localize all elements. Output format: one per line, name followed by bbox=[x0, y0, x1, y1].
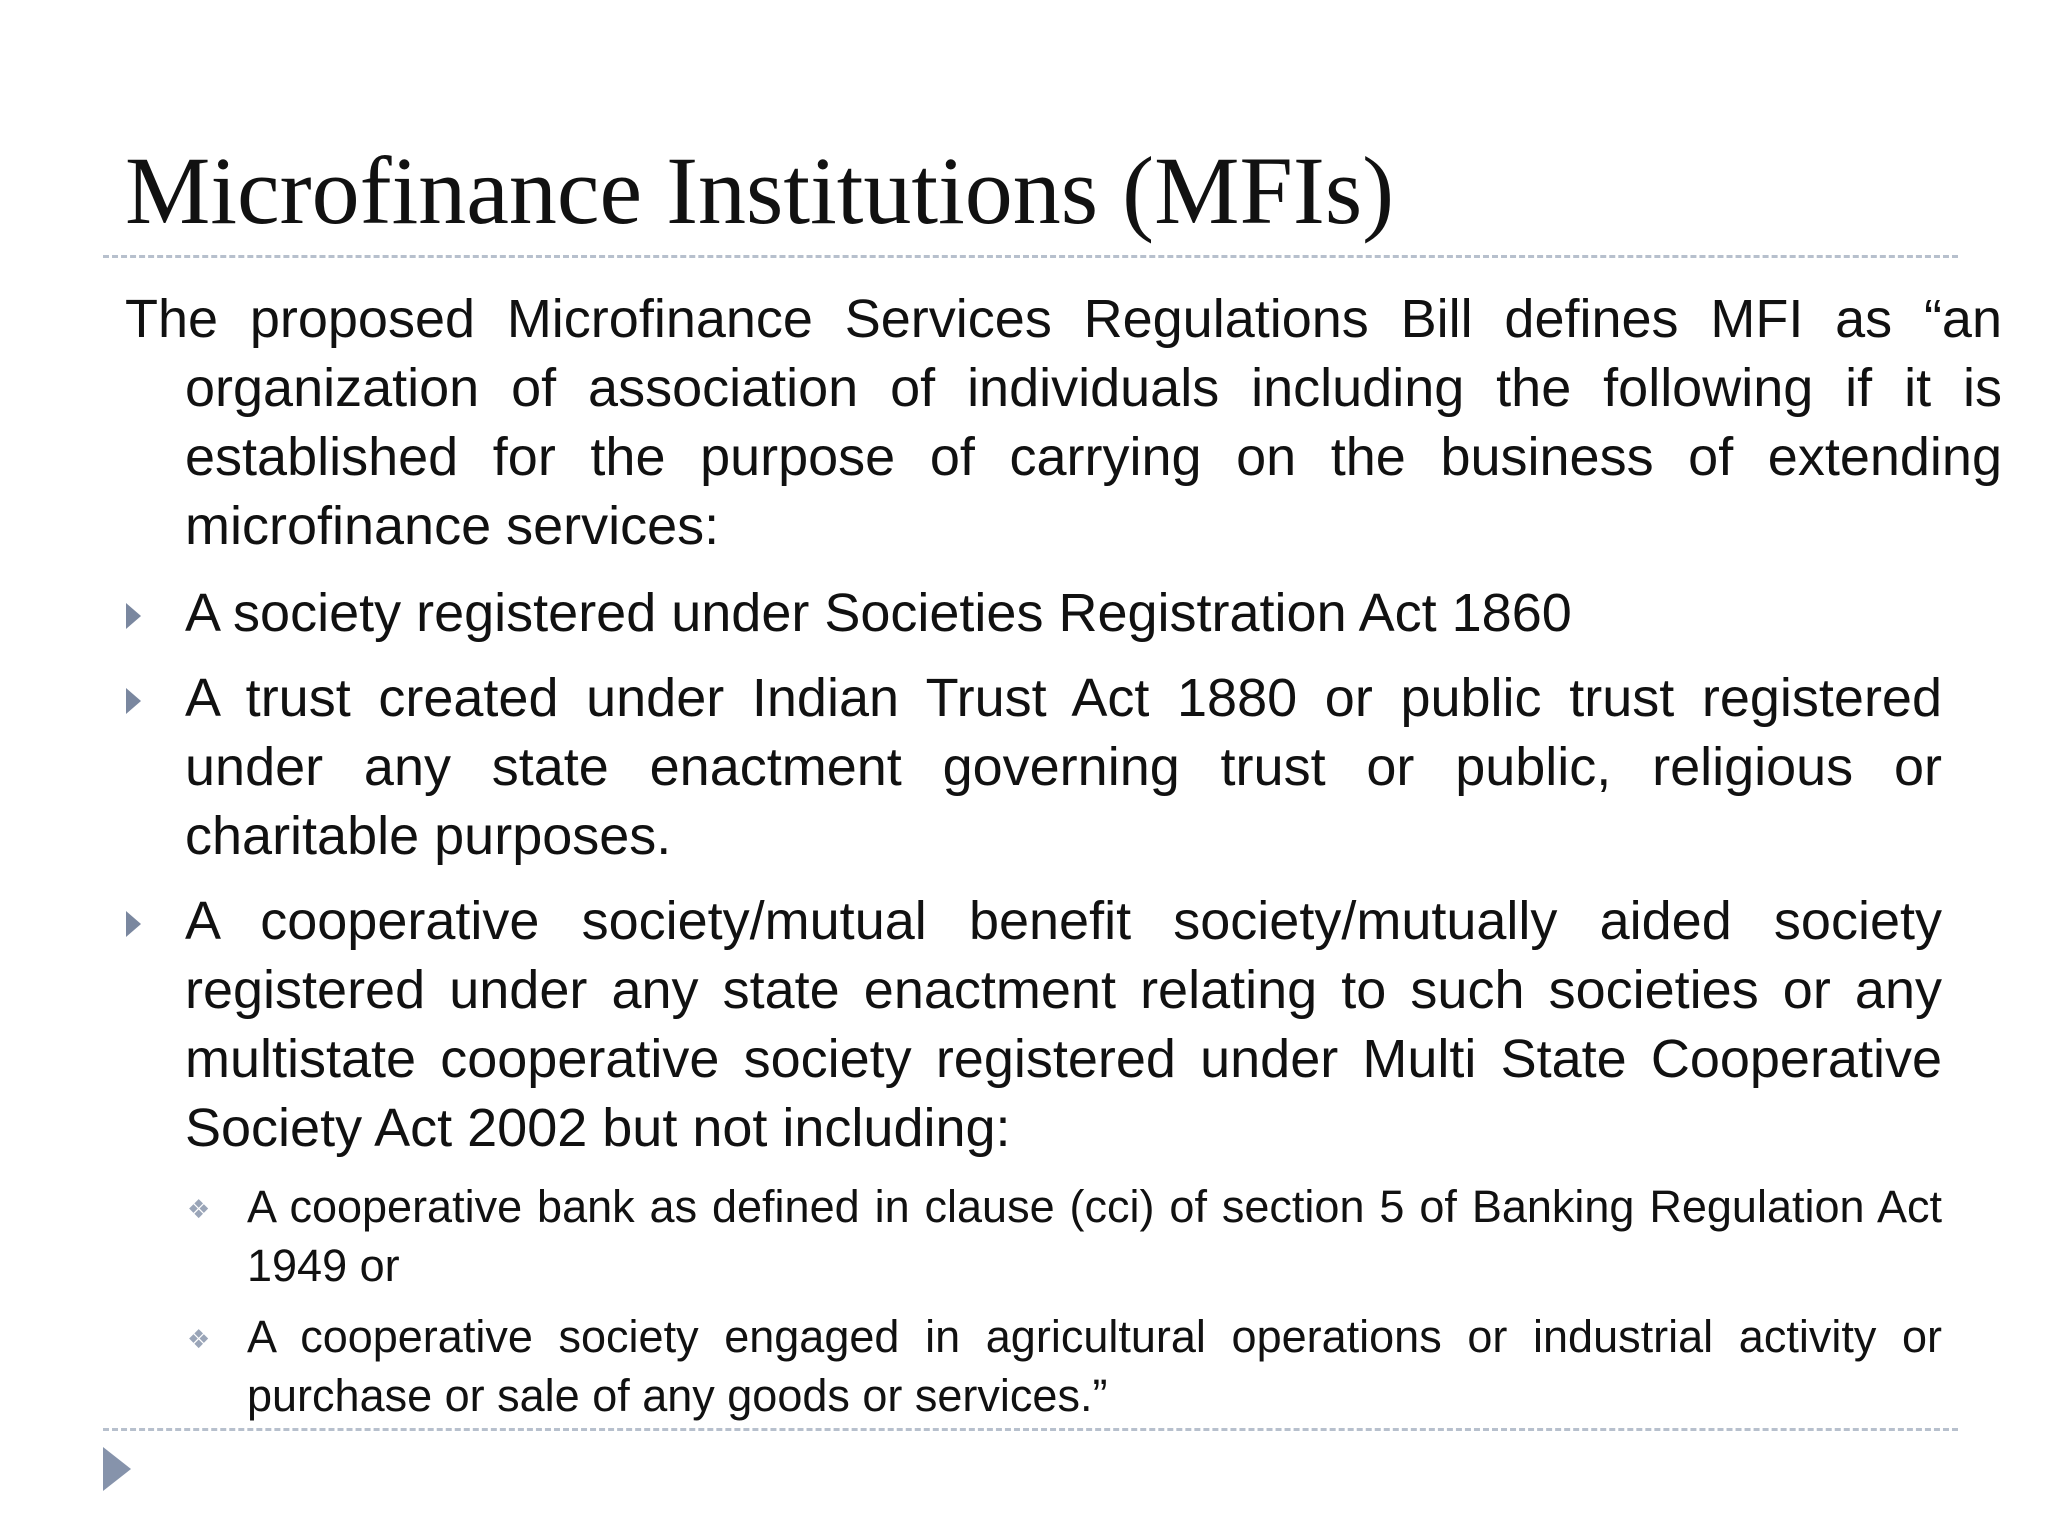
slide-content bbox=[0, 285, 2048, 1425]
footer-divider bbox=[103, 1428, 1958, 1431]
intro-paragraph: The proposed Microfinance Services Regulations Bill defines MFI as “an organization of association of individuals including the following if it is established for the purpose of carrying on the business of extending microfinance services: bbox=[125, 289, 2002, 556]
diamond-bullet-icon bbox=[187, 1329, 207, 1349]
slide-title: Microfinance Institutions (MFIs) bbox=[125, 137, 1395, 244]
list-item bbox=[185, 579, 1942, 648]
sub-list-item bbox=[247, 1307, 1942, 1425]
list-item-text: A society registered under Societies Registration Act 1860 bbox=[185, 583, 1572, 643]
triangle-bullet-icon bbox=[126, 911, 141, 937]
diamond-bullet-icon bbox=[187, 1199, 207, 1219]
list-item-text: A trust created under Indian Trust Act 1880 or public trust registered under any state enactment governing trust or public, religious or charitable purposes. bbox=[185, 668, 1942, 866]
triangle-bullet-icon bbox=[126, 603, 141, 629]
sub-list-item-text: A cooperative bank as defined in clause (cci) of section 5 of Banking Regulation Act 1949 or bbox=[247, 1181, 1942, 1291]
title-divider bbox=[103, 255, 1958, 258]
list-item bbox=[185, 664, 1942, 871]
sub-list-item-text: A cooperative society engaged in agricultural operations or industrial activity or purchase or sale of any goods or services.” bbox=[247, 1311, 1942, 1421]
next-slide-arrow-icon[interactable] bbox=[103, 1447, 131, 1491]
list-item-text: A cooperative society/mutual benefit society/mutually aided society registered under any state enactment relating to such societies or any multistate cooperative society registered under Multi State Cooperative Society Act 2002 but not including: bbox=[185, 891, 1942, 1158]
list-item bbox=[185, 887, 1942, 1163]
triangle-bullet-icon bbox=[126, 688, 141, 714]
sub-list-item bbox=[247, 1177, 1942, 1295]
